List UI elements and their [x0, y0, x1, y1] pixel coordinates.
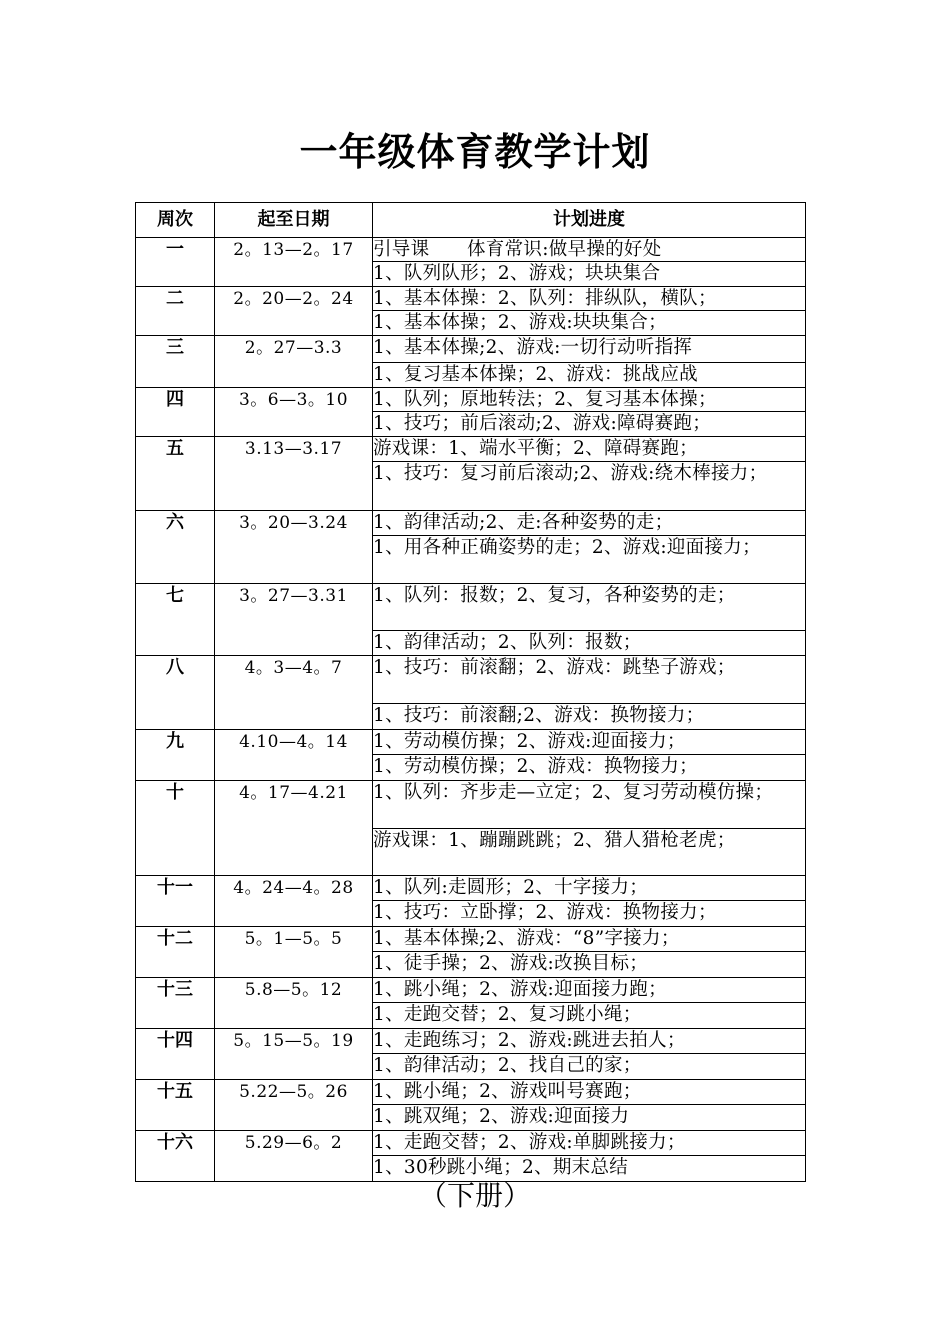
- table-row: [136, 1080, 806, 1105]
- plan-item-cell: 1、走跑交替；2、复习跳小绳；: [373, 1003, 806, 1029]
- week-cell: 五: [136, 437, 215, 511]
- table-row: [136, 238, 806, 262]
- plan-item-cell: 1、队列:走圆形；2、十字接力；: [373, 876, 806, 901]
- date-range-cell: 5。15—5。19: [215, 1029, 373, 1080]
- volume-label: （下册）: [418, 1179, 531, 1212]
- plan-item-cell: 1、走跑交替；2、游戏:单脚跳接力；: [373, 1131, 806, 1156]
- table-row: [136, 927, 806, 952]
- table-row: [136, 336, 806, 363]
- week-cell: 十五: [136, 1080, 215, 1131]
- week-cell: 三: [136, 336, 215, 388]
- date-range-cell: 5.29—6。2: [215, 1131, 373, 1182]
- week-cell: 八: [136, 656, 215, 730]
- table-row: [136, 584, 806, 631]
- date-range-cell: 3.13—3.17: [215, 437, 373, 511]
- plan-item-cell: 1、徒手操；2、游戏:改换目标；: [373, 952, 806, 978]
- table-row: [136, 978, 806, 1003]
- plan-item-cell: 1、劳动模仿操；2、游戏：换物接力；: [373, 755, 806, 781]
- week-cell: 二: [136, 287, 215, 336]
- plan-item-cell: 1、技巧；前后滚动;2、游戏:障碍赛跑；: [373, 412, 806, 437]
- date-range-cell: 2。20—2。24: [215, 287, 373, 336]
- week-cell: 十三: [136, 978, 215, 1029]
- week-cell: 一: [136, 238, 215, 287]
- plan-item-cell: 1、跳小绳；2、游戏叫号赛跑；: [373, 1080, 806, 1105]
- plan-item-cell: 1、走跑练习；2、游戏:跳进去拍人；: [373, 1029, 806, 1054]
- header-plan: 计划进度: [373, 203, 806, 238]
- plan-item-cell: 1、技巧：前滚翻;2、游戏：换物接力；: [373, 704, 806, 730]
- date-range-cell: 4。24—4。28: [215, 876, 373, 927]
- date-range-cell: 4.10—4。14: [215, 730, 373, 781]
- plan-item-cell: 1、技巧：复习前后滚动;2、游戏:绕木棒接力；: [373, 462, 806, 511]
- table-body: [136, 238, 806, 1182]
- table-row: [136, 511, 806, 536]
- week-cell: 十六: [136, 1131, 215, 1182]
- plan-item-cell: 1、基本体操;2、游戏:一切行动听指挥: [373, 336, 806, 363]
- date-range-cell: 3。27—3.31: [215, 584, 373, 656]
- plan-item-cell: 1、基本体操：2、队列：排纵队，横队；: [373, 287, 806, 311]
- plan-item-cell: 1、复习基本体操；2、游戏：挑战应战: [373, 363, 806, 388]
- plan-item-cell: 1、韵律活动；2、队列：报数；: [373, 631, 806, 656]
- plan-item-cell: 1、韵律活动;2、走:各种姿势的走；: [373, 511, 806, 536]
- plan-item-cell: 游戏课：1、端水平衡；2、障碍赛跑；: [373, 437, 806, 462]
- plan-item-cell: 1、劳动模仿操；2、游戏:迎面接力；: [373, 730, 806, 755]
- page-title: 一年级体育教学计划: [299, 130, 651, 174]
- plan-item-cell: 1、基本体操;2、游戏：“8”字接力；: [373, 927, 806, 952]
- table-row: [136, 656, 806, 704]
- plan-item-cell: 1、技巧：前滚翻；2、游戏：跳垫子游戏；: [373, 656, 806, 704]
- plan-item-cell: 游戏课：1、蹦蹦跳跳；2、猎人猎枪老虎；: [373, 829, 806, 876]
- week-cell: 十四: [136, 1029, 215, 1080]
- plan-item-cell: 1、队列：齐步走—立定；2、复习劳动模仿操；: [373, 781, 806, 829]
- week-cell: 十二: [136, 927, 215, 978]
- teaching-plan-table: [135, 202, 806, 1182]
- week-cell: 七: [136, 584, 215, 656]
- date-range-cell: 5。1—5。5: [215, 927, 373, 978]
- date-range-cell: 2。13—2。17: [215, 238, 373, 287]
- week-cell: 四: [136, 388, 215, 437]
- table-row: [136, 1131, 806, 1156]
- table-row: [136, 437, 806, 462]
- plan-item-cell: 引导课 体育常识:做早操的好处: [373, 238, 806, 262]
- table-row: [136, 876, 806, 901]
- table-row: [136, 388, 806, 412]
- table-row: [136, 1029, 806, 1054]
- date-range-cell: 3。6—3。10: [215, 388, 373, 437]
- date-range-cell: 5.8—5。12: [215, 978, 373, 1029]
- week-cell: 十: [136, 781, 215, 876]
- date-range-cell: 2。27—3.3: [215, 336, 373, 388]
- header-week: 周次: [136, 203, 215, 238]
- plan-item-cell: 1、跳小绳；2、游戏:迎面接力跑；: [373, 978, 806, 1003]
- header-dates: 起至日期: [215, 203, 373, 238]
- date-range-cell: 4。17—4.21: [215, 781, 373, 876]
- plan-item-cell: 1、技巧：立卧撑；2、游戏：换物接力；: [373, 901, 806, 927]
- plan-item-cell: 1、队列；原地转法；2、复习基本体操；: [373, 388, 806, 412]
- plan-item-cell: 1、跳双绳；2、游戏:迎面接力: [373, 1105, 806, 1131]
- plan-item-cell: 1、30秒跳小绳；2、期末总结: [373, 1156, 806, 1182]
- table-row: [136, 287, 806, 311]
- date-range-cell: 4。3—4。7: [215, 656, 373, 730]
- plan-item-cell: 1、用各种正确姿势的走；2、游戏:迎面接力；: [373, 536, 806, 584]
- plan-item-cell: 1、韵律活动；2、找自己的家；: [373, 1054, 806, 1080]
- table-row: [136, 730, 806, 755]
- week-cell: 六: [136, 511, 215, 584]
- table-row: [136, 781, 806, 829]
- plan-item-cell: 1、队列队形；2、游戏；块块集合: [373, 262, 806, 287]
- week-cell: 九: [136, 730, 215, 781]
- plan-item-cell: 1、基本体操；2、游戏:块块集合；: [373, 311, 806, 336]
- week-cell: 十一: [136, 876, 215, 927]
- plan-item-cell: 1、队列：报数；2、复习，各种姿势的走；: [373, 584, 806, 631]
- date-range-cell: 5.22—5。26: [215, 1080, 373, 1131]
- date-range-cell: 3。20—3.24: [215, 511, 373, 584]
- table-header-row: [136, 203, 806, 238]
